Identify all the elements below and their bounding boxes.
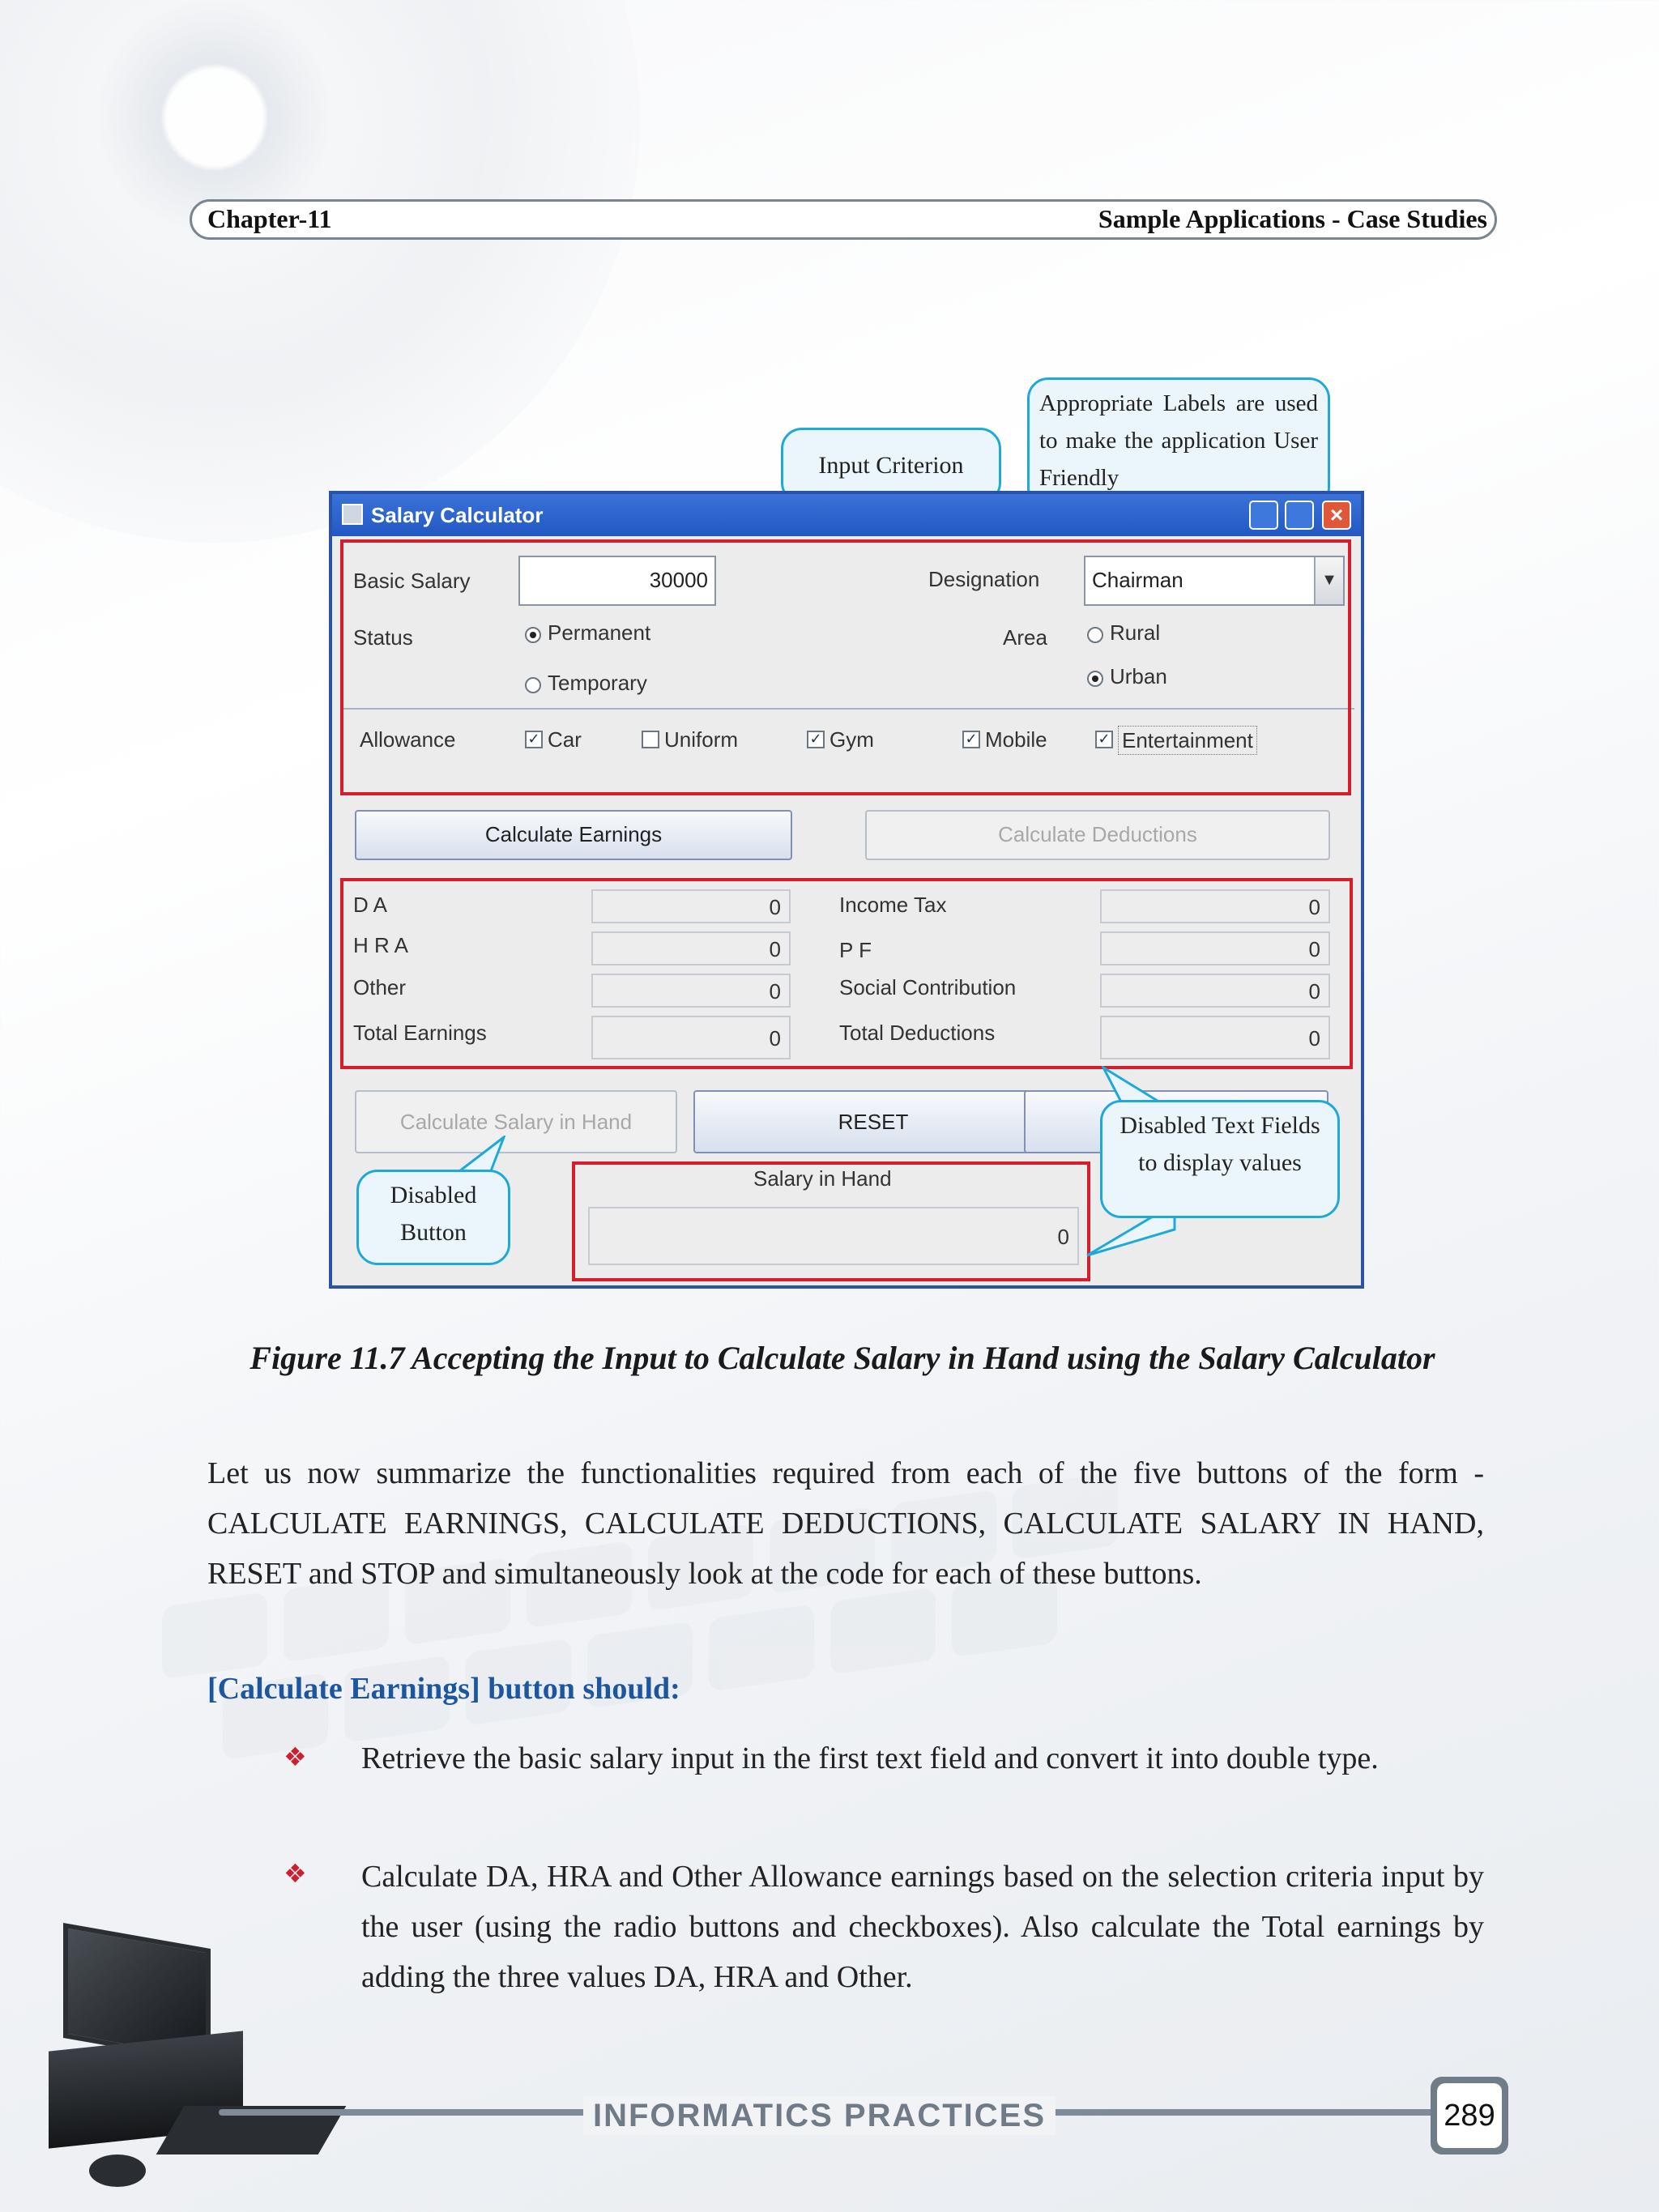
checkbox-car-label: Car [548, 727, 582, 752]
designation-value: Chairman [1092, 568, 1183, 592]
salary-in-hand-label: Salary in Hand [753, 1166, 892, 1191]
pf-field[interactable]: 0 [1100, 931, 1330, 965]
checkbox-car[interactable]: ✓ [525, 731, 543, 748]
total-earnings-label: Total Earnings [353, 1021, 487, 1045]
basic-salary-label: Basic Salary [353, 569, 471, 593]
da-field[interactable]: 0 [591, 889, 791, 923]
radio-permanent-label: Permanent [548, 620, 651, 645]
other-label: Other [353, 975, 407, 999]
app-icon [342, 504, 363, 525]
status-label: Status [353, 625, 413, 650]
total-earnings-field[interactable]: 0 [591, 1016, 791, 1059]
callout-disabled-button: Disabled Button [356, 1170, 510, 1265]
total-deductions-field[interactable]: 0 [1100, 1016, 1330, 1059]
chapter-label: Chapter-11 [207, 204, 332, 233]
calculate-earnings-button[interactable]: Calculate Earnings [355, 810, 792, 860]
radio-rural-label: Rural [1110, 620, 1161, 645]
window-title: Salary Calculator [371, 503, 544, 527]
salary-in-hand-field[interactable]: 0 [588, 1207, 1079, 1265]
checkbox-entertainment[interactable]: ✓ [1095, 731, 1113, 748]
income-tax-field[interactable]: 0 [1100, 889, 1330, 923]
callout-disabled-text-fields: Disabled Text Fields to display values [1100, 1100, 1340, 1218]
bullet-icon: ❖ [284, 1858, 307, 1889]
social-contribution-label: Social Contribution [839, 975, 1017, 999]
checkbox-gym[interactable]: ✓ [807, 731, 825, 748]
income-tax-label: Income Tax [839, 893, 947, 917]
title-bar [332, 494, 1361, 536]
allowance-label: Allowance [360, 727, 456, 752]
chevron-down-icon[interactable]: ▼ [1314, 557, 1343, 604]
pf-label: P F [839, 938, 872, 962]
checkbox-mobile-label: Mobile [985, 727, 1047, 752]
mouse-illustration [89, 2154, 146, 2187]
bullet-icon: ❖ [284, 1741, 307, 1772]
hra-label: H R A [353, 933, 408, 957]
callout-appropriate-labels: Appropriate Labels are used to make the application User Friendly [1027, 377, 1330, 509]
designation-label: Designation [928, 567, 1040, 591]
input-criterion-highlight [340, 539, 1351, 795]
radio-temporary-label: Temporary [548, 671, 647, 695]
basic-salary-input[interactable]: 30000 [518, 556, 716, 606]
checkbox-mobile[interactable]: ✓ [962, 731, 980, 748]
section-title: Sample Applications - Case Studies [1098, 204, 1487, 233]
calculate-salary-in-hand-button[interactable]: Calculate Salary in Hand [355, 1090, 677, 1153]
close-icon[interactable]: × [1322, 501, 1351, 530]
callout-input-criterion: Input Criterion [781, 428, 1001, 504]
checkbox-gym-label: Gym [830, 727, 874, 752]
figure-caption: Figure 11.7 Accepting the Input to Calculate Salary in Hand using the Salary Calculator [249, 1340, 1435, 1376]
maximize-icon[interactable] [1285, 501, 1314, 530]
calculate-deductions-button[interactable]: Calculate Deductions [865, 810, 1330, 860]
hra-field[interactable]: 0 [591, 931, 791, 965]
other-field[interactable]: 0 [591, 974, 791, 1008]
total-deductions-label: Total Deductions [839, 1021, 996, 1045]
area-label: Area [1003, 625, 1047, 650]
reset-button[interactable]: RESET [693, 1090, 1053, 1153]
social-contribution-field[interactable]: 0 [1100, 974, 1330, 1008]
checkbox-uniform-label: Uniform [664, 727, 739, 752]
cd-watermark [0, 0, 640, 543]
minimize-icon[interactable] [1249, 501, 1278, 530]
page-number-badge [1431, 2077, 1508, 2154]
bullet-text: Calculate DA, HRA and Other Allowance earnings based on the selection criteria input by the user (using the radio buttons and checkboxes). Also calculate the Total earnings by adding the three values DA, HRA and Other. [361, 1860, 1484, 1994]
page-number: 289 [1437, 2083, 1502, 2148]
da-label: D A [353, 893, 387, 917]
body-paragraph: Let us now summarize the functionalities required from each of the five buttons of the form - CALCULATE EARNINGS, CALCULATE DEDUCTIONS, CALCULATE SALARY IN HAND, RESET and STOP and simultaneously look at the code for each of these buttons. [207, 1456, 1484, 1591]
bullet-text: Retrieve the basic salary input in the first text field and convert it into double type. [361, 1741, 1379, 1775]
radio-urban-label: Urban [1110, 664, 1167, 688]
checkbox-entertainment-label: Entertainment [1118, 726, 1257, 755]
section-subheading: [Calculate Earnings] button should: [207, 1672, 680, 1706]
footer-title: INFORMATICS PRACTICES [583, 2096, 1056, 2135]
